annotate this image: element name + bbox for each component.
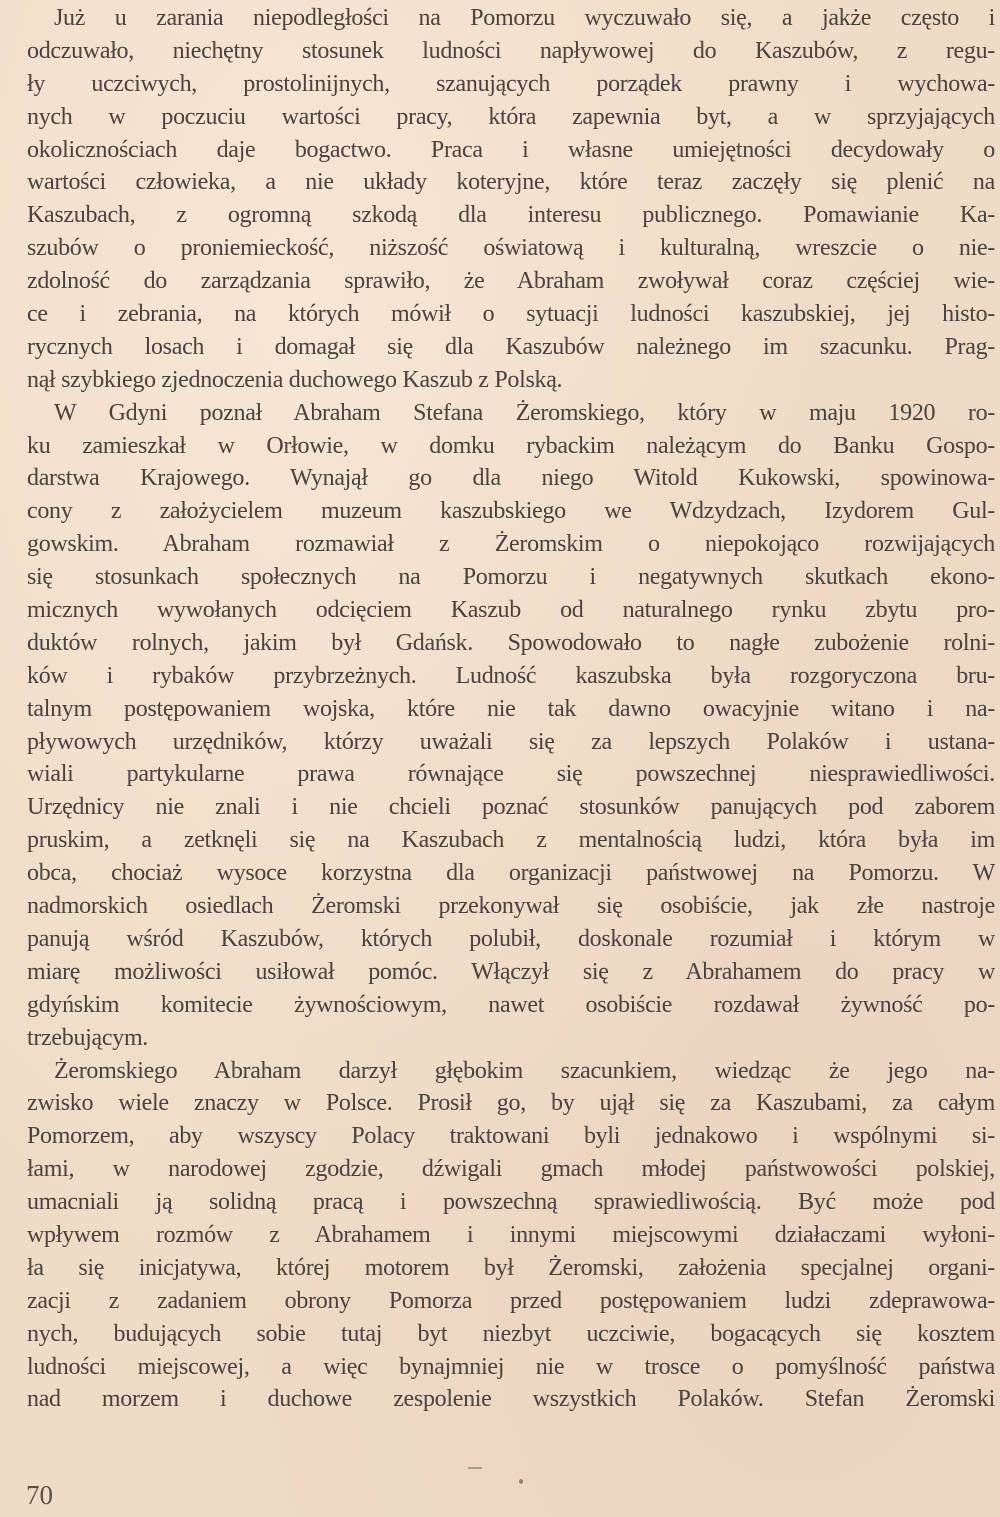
paper-speck bbox=[519, 1479, 523, 1484]
text-line: miarę możliwości usiłował pomóc. Włączył się z Abrahamem do pracy w bbox=[27, 958, 995, 985]
text-line: nych, budujących sobie tutaj byt niezbyt uczciwie, bogacących się kosztem bbox=[27, 1320, 995, 1347]
text-line: zacji z zadaniem obrony Pomorza przed postępowaniem ludzi zdeprawowa- bbox=[27, 1287, 995, 1314]
text-line: wartości człowieka, a nie układy koteryjne, które teraz zaczęły się plenić na bbox=[27, 169, 995, 196]
page-number: 70 bbox=[26, 1480, 53, 1510]
text-line: darstwa Krajowego. Wynajął go dla niego Witold Kukowski, spowinowa- bbox=[27, 465, 995, 492]
text-line: Żeromskiego Abraham darzył głębokim szacunkiem, wiedząc że jego na- bbox=[54, 1057, 995, 1084]
text-line: ków i rybaków przybrzeżnych. Ludność kaszubska była rozgoryczona bru- bbox=[27, 662, 995, 689]
text-line: nych w poczuciu wartości pracy, która zapewnia byt, a w sprzyjających bbox=[27, 103, 995, 130]
text-line: rycznych losach i domagał się dla Kaszubów należnego im szacunku. Prag- bbox=[27, 333, 995, 360]
text-line: gdyńskim komitecie żywnościowym, nawet osobiście rozdawał żywność po- bbox=[27, 991, 995, 1018]
text-line: nął szybkiego zjednoczenia duchowego Kaszub z Polską. bbox=[27, 366, 563, 393]
text-line: ły uczciwych, prostolinijnych, szanujących porządek prawny i wychowa- bbox=[27, 70, 995, 97]
text-line: ce i zebrania, na których mówił o sytuacji ludności kaszubskiej, jej histo- bbox=[27, 301, 995, 328]
text-line: nad morzem i duchowe zespolenie wszystkich Polaków. Stefan Żeromski bbox=[27, 1386, 995, 1413]
text-line: Pomorzem, aby wszyscy Polacy traktowani byli jednakowo i wspólnymi si- bbox=[27, 1123, 995, 1150]
text-line: ku zamieszkał w Orłowie, w domku rybackim należącym do Banku Gospo- bbox=[27, 432, 995, 459]
text-line: odczuwało, niechętny stosunek ludności napływowej do Kaszubów, z regu- bbox=[27, 37, 995, 64]
text-line: Kaszubach, z ogromną szkodą dla interesu publicznego. Pomawianie Ka- bbox=[27, 202, 995, 229]
text-line: wiali partykularne prawa równające się powszechnej niesprawiedliwości. bbox=[27, 761, 995, 788]
text-line: zdolność do zarządzania sprawiło, że Abraham zwoływał coraz częściej wie- bbox=[27, 268, 995, 295]
text-line: nadmorskich osiedlach Żeromski przekonywał się osobiście, jak złe nastroje bbox=[27, 893, 995, 920]
text-line: umacniali ją solidną pracą i powszechną sprawiedliwością. Być może pod bbox=[27, 1189, 995, 1216]
text-line: panują wśród Kaszubów, których polubił, doskonale rozumiał i którym w bbox=[27, 925, 995, 952]
paper-speck bbox=[468, 1467, 482, 1469]
text-line: okolicznościach daje bogactwo. Praca i własne umiejętności decydowały o bbox=[27, 136, 995, 163]
text-line: W Gdyni poznał Abraham Stefana Żeromskiego, który w maju 1920 ro- bbox=[54, 399, 995, 426]
text-line: talnym postępowaniem wojska, które nie tak dawno owacyjnie witano i na- bbox=[27, 695, 995, 722]
text-line: pruskim, a zetknęli się na Kaszubach z mentalnością ludzi, która była im bbox=[27, 827, 995, 854]
text-line: micznych wywołanych odcięciem Kaszub od naturalnego rynku zbytu pro- bbox=[27, 597, 995, 624]
text-line: wpływem rozmów z Abrahamem i innymi miejscowymi działaczami wyłoni- bbox=[27, 1221, 995, 1248]
text-line: łami, w narodowej zgodzie, dźwigali gmach młodej państwowości polskiej, bbox=[27, 1156, 995, 1183]
text-line: ludności miejscowej, a więc bynajmniej nie w trosce o pomyślność państwa bbox=[27, 1353, 995, 1380]
text-line: się stosunkach społecznych na Pomorzu i negatywnych skutkach ekono- bbox=[27, 564, 995, 591]
text-line: obca, chociaż wysoce korzystna dla organizacji państwowej na Pomorzu. W bbox=[27, 860, 995, 887]
text-line: Urzędnicy nie znali i nie chcieli poznać stosunków panujących pod zaborem bbox=[27, 794, 995, 821]
text-line: ła się inicjatywa, której motorem był Żeromski, założenia specjalnej organi- bbox=[27, 1254, 995, 1281]
text-line: cony z założycielem muzeum kaszubskiego we Wdzydzach, Izydorem Gul- bbox=[27, 498, 995, 525]
page-body-text bbox=[27, 2, 995, 1416]
text-line: szubów o proniemieckość, niższość oświatową i kulturalną, wreszcie o nie- bbox=[27, 235, 995, 262]
text-line: Już u zarania niepodległości na Pomorzu wyczuwało się, a jakże często i bbox=[54, 5, 995, 31]
text-line: trzebującym. bbox=[27, 1024, 149, 1051]
text-line: gowskim. Abraham rozmawiał z Żeromskim o niepokojąco rozwijających bbox=[27, 531, 995, 558]
text-line: zwisko wiele znaczy w Polsce. Prosił go, by ujął się za Kaszubami, za całym bbox=[27, 1090, 995, 1117]
text-line: pływowych urzędników, którzy uważali się za lepszych Polaków i ustana- bbox=[27, 728, 995, 755]
text-line: duktów rolnych, jakim był Gdańsk. Spowodowało to nagłe zubożenie rolni- bbox=[27, 629, 995, 656]
